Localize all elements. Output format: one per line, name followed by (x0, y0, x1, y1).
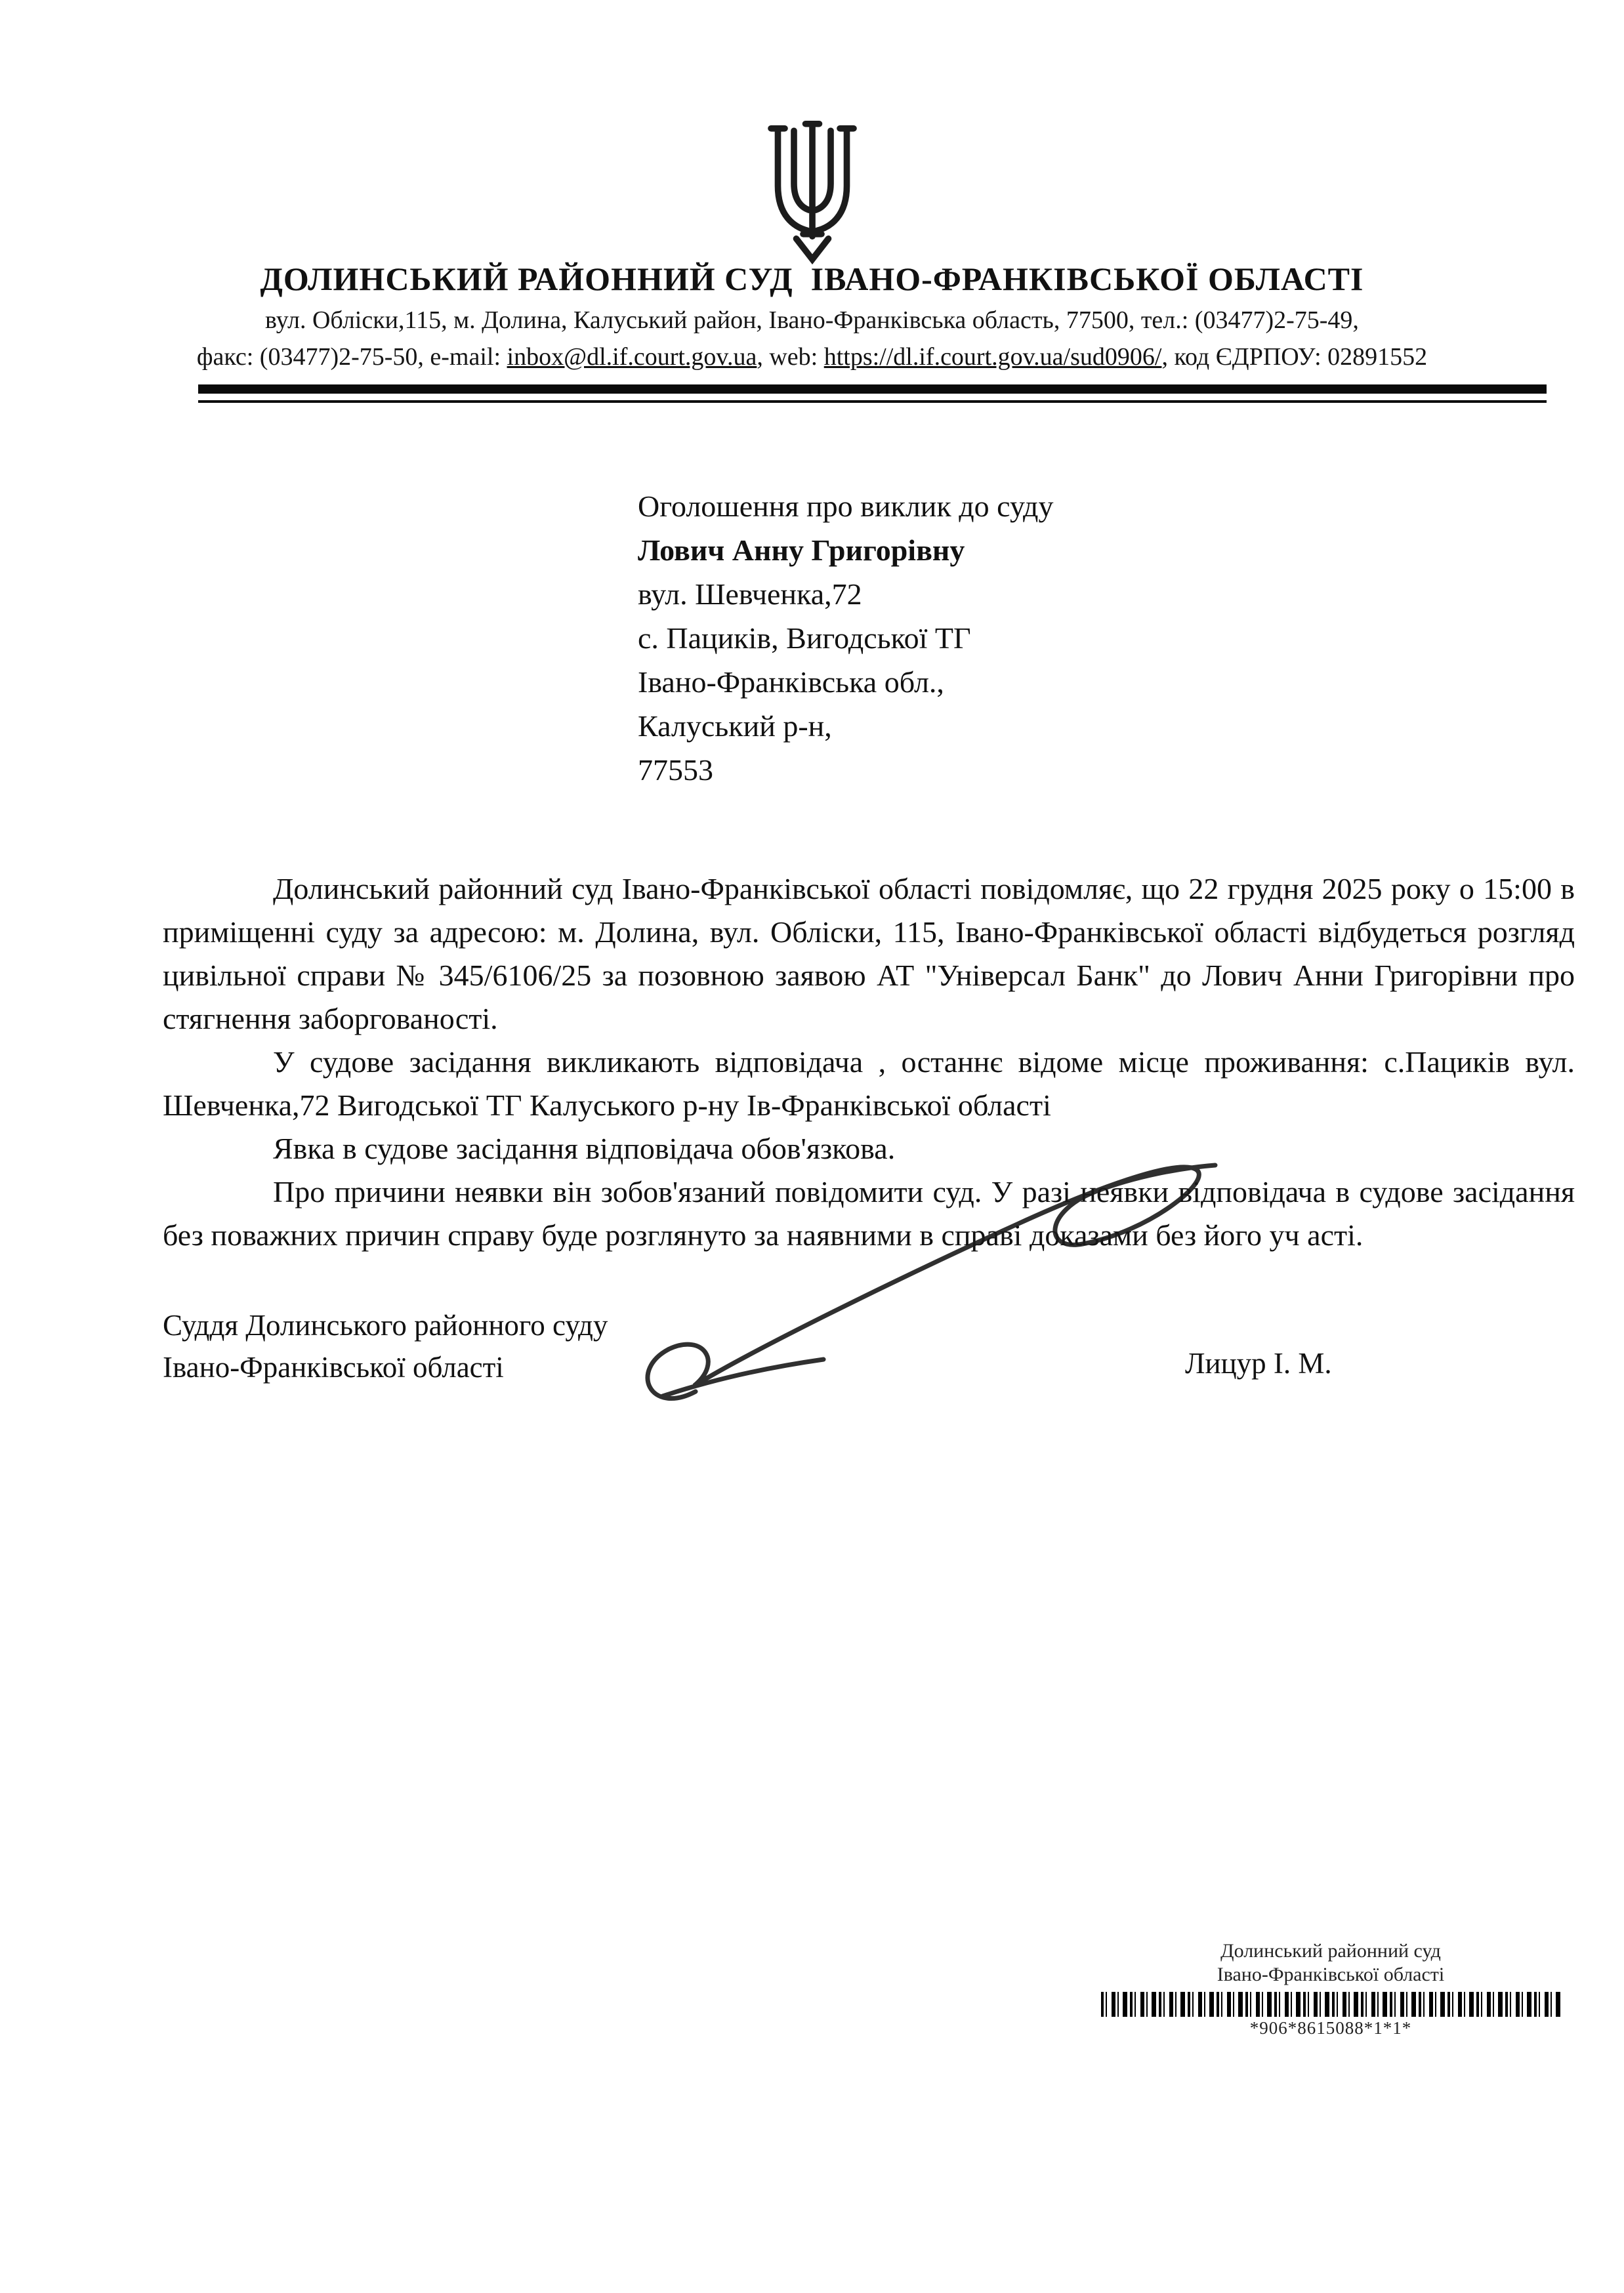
paragraph-attendance: Явка в судове засідання відповідача обов'язкова. (273, 1132, 896, 1165)
recipient-name: Лович Анну Григорівну (638, 533, 965, 567)
footer-court-region: Івано-Франківської області (1217, 1964, 1445, 1985)
judge-title-line2: Івано-Франківської області (163, 1351, 504, 1384)
recipient-postcode: 77553 (638, 753, 713, 787)
paragraph-summons: У судове засідання викликають відповідача , останнє відоме місце проживання: с.Пациків вул. Шевченка,72 Вигодської ТГ Калуського р-ну Ів-Франківської області (163, 1045, 1575, 1122)
recipient-district: Калуський р-н, (638, 709, 832, 743)
footer-stamp (1094, 1939, 1567, 2038)
email-link[interactable]: inbox@dl.if.court.gov.ua (507, 343, 757, 371)
judge-name: Лицур І. М. (1185, 1347, 1332, 1380)
recipient-block (638, 484, 1053, 792)
recipient-village: с. Пациків, Вигодської ТГ (638, 621, 971, 655)
judge-title-line1: Суддя Долинського районного суду (163, 1309, 608, 1342)
barcode-number: *906*8615088*1*1* (1249, 2018, 1412, 2038)
paragraph-hearing-info: Долинський районний суд Івано-Франківської області повідомляє, що 22 грудня 2025 року о 15:00 в приміщенні суду за адресою: м. Долина, вул. Обліски, 115, Івано-Франківської області відбудеться розгляд цивільної справи № 345/6106/25 за позовною заявою АТ "Універсал Банк" до Лович Анни Григорівни про стягнення заборгованості. (163, 872, 1575, 1035)
court-address-line: вул. Обліски,115, м. Долина, Калуський район, Івано-Франківська область, 77500, тел.: (03477)2-75-49, (265, 306, 1359, 334)
recipient-street: вул. Шевченка,72 (638, 577, 862, 611)
web-link[interactable]: https://dl.if.court.gov.ua/sud0906/ (823, 343, 1162, 371)
footer-court-name: Долинський районний суд (1220, 1940, 1441, 1962)
paragraph-warning: Про причини неявки він зобов'язаний повідомити суд. У разі неявки відповідача в судове засідання без поважних причин справу буде розглянуто за наявними в справі доказами без його уч асті. (163, 1175, 1575, 1252)
ukraine-trident-emblem (755, 117, 869, 271)
judge-title-block (163, 1304, 608, 1388)
recipient-region: Івано-Франківська обл., (638, 665, 944, 699)
contact-suffix: , код ЄДРПОУ: 02891552 (1161, 343, 1428, 371)
header-divider (198, 384, 1547, 403)
contact-mid: , web: (757, 343, 824, 371)
court-name: ДОЛИНСЬКИЙ РАЙОННИЙ СУД ІВАНО-ФРАНКІВСЬКОЇ ОБЛАСТІ (260, 260, 1364, 297)
court-contact-line (0, 342, 1624, 371)
contact-prefix: факс: (03477)2-75-50, e-mail: (196, 343, 507, 371)
announcement-title: Оголошення про виклик до суду (638, 489, 1054, 523)
barcode (1101, 1992, 1560, 2017)
letter-body (163, 867, 1575, 1257)
